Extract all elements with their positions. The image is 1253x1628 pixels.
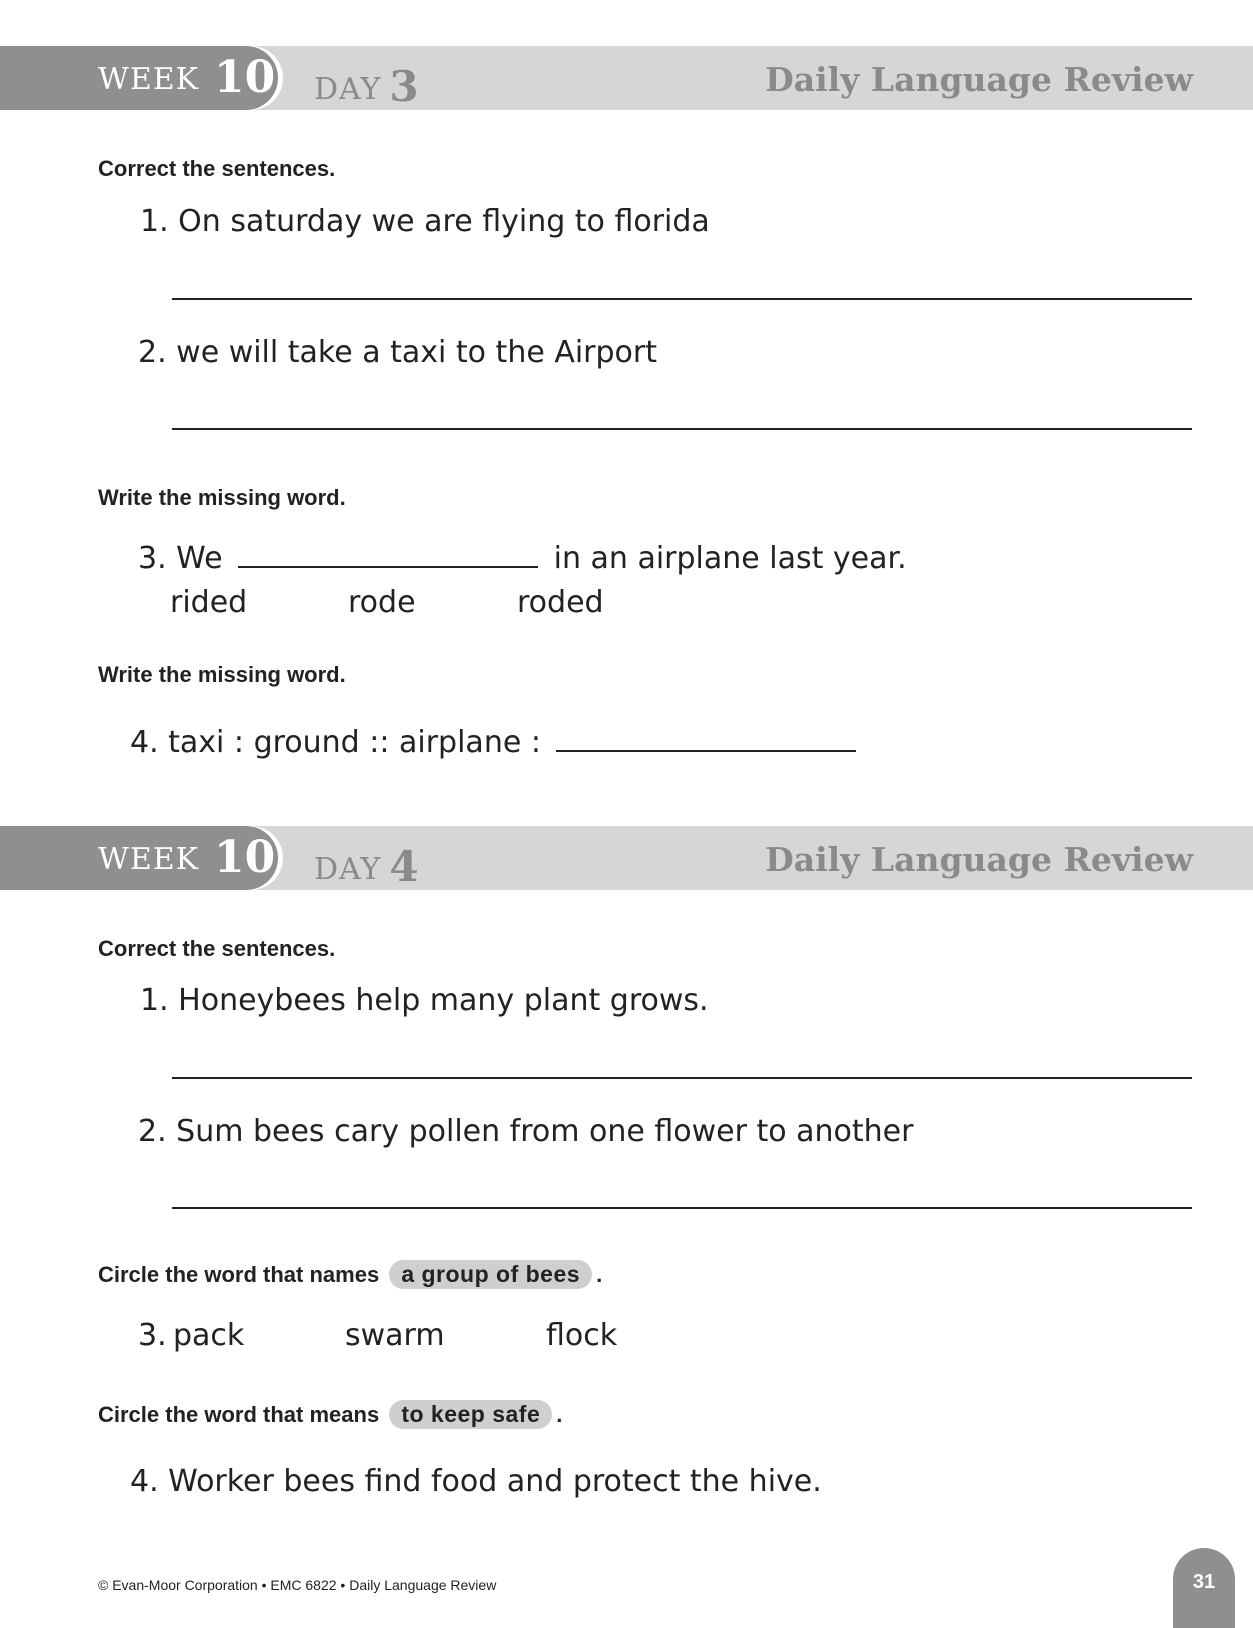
- option-swarm[interactable]: swarm: [345, 1318, 445, 1353]
- instruction-circle-names: [98, 1260, 602, 1289]
- question-1: 1. Honeybees help many plant grows.: [140, 983, 709, 1018]
- instruction-text: Circle the word that means: [98, 1402, 380, 1427]
- question-1: 1. On saturday we are flying to florida: [140, 204, 710, 239]
- day-label: DAY: [314, 72, 382, 107]
- week-number: 10: [214, 52, 276, 103]
- instruction-period: .: [596, 1262, 603, 1287]
- question-2: 2. Sum bees cary pollen from one flower to another: [138, 1114, 914, 1149]
- instruction-correct: Correct the sentences.: [98, 156, 336, 181]
- section-banner-day3: [0, 46, 1253, 110]
- day-number: 3: [389, 62, 419, 111]
- option-rode[interactable]: rode: [348, 585, 416, 620]
- answer-line-1[interactable]: [172, 298, 1192, 300]
- instruction-missing-word-2: Write the missing word.: [98, 662, 346, 687]
- instruction-missing-word: Write the missing word.: [98, 485, 346, 510]
- question-4: 4. Worker bees find food and protect the hive.: [130, 1464, 822, 1499]
- question-3: [138, 538, 907, 576]
- week-number: 10: [214, 832, 276, 883]
- week-tab: [0, 46, 278, 110]
- option-flock[interactable]: flock: [546, 1318, 618, 1353]
- instruction-period: .: [556, 1402, 563, 1427]
- day-number: 4: [389, 842, 419, 891]
- week-tab: [0, 826, 278, 890]
- footer-copyright: © Evan-Moor Corporation • EMC 6822 • Daily Language Review: [98, 1577, 497, 1593]
- question-4-text: 4. taxi : ground :: airplane :: [130, 725, 541, 760]
- question-3-number: 3.: [138, 1318, 167, 1353]
- option-roded[interactable]: roded: [517, 585, 604, 620]
- page-number: 31: [1173, 1548, 1235, 1628]
- question-2: 2. we will take a taxi to the Airport: [138, 335, 658, 370]
- instruction-text: Circle the word that names: [98, 1262, 380, 1287]
- question-4: [130, 722, 862, 760]
- blank-3[interactable]: [238, 538, 538, 568]
- option-pack[interactable]: pack: [173, 1318, 245, 1353]
- day-label: DAY: [314, 852, 382, 887]
- highlight-pill: a group of bees: [389, 1260, 592, 1289]
- option-rided[interactable]: rided: [170, 585, 248, 620]
- highlight-pill: to keep safe: [389, 1400, 552, 1429]
- question-3-end: in an airplane last year.: [553, 541, 907, 576]
- banner-title: Daily Language Review: [765, 840, 1193, 879]
- day-indicator: [314, 60, 419, 109]
- instruction-circle-means: [98, 1400, 562, 1429]
- instruction-correct: Correct the sentences.: [98, 936, 336, 961]
- section-banner-day4: [0, 826, 1253, 890]
- answer-line-1[interactable]: [172, 1077, 1192, 1079]
- blank-4[interactable]: [556, 722, 856, 752]
- week-label: WEEK: [98, 62, 200, 97]
- banner-title: Daily Language Review: [765, 60, 1193, 99]
- week-label: WEEK: [98, 842, 200, 877]
- question-3-start: 3. We: [138, 541, 223, 576]
- answer-line-2[interactable]: [172, 1207, 1192, 1209]
- answer-line-2[interactable]: [172, 428, 1192, 430]
- day-indicator: [314, 840, 419, 889]
